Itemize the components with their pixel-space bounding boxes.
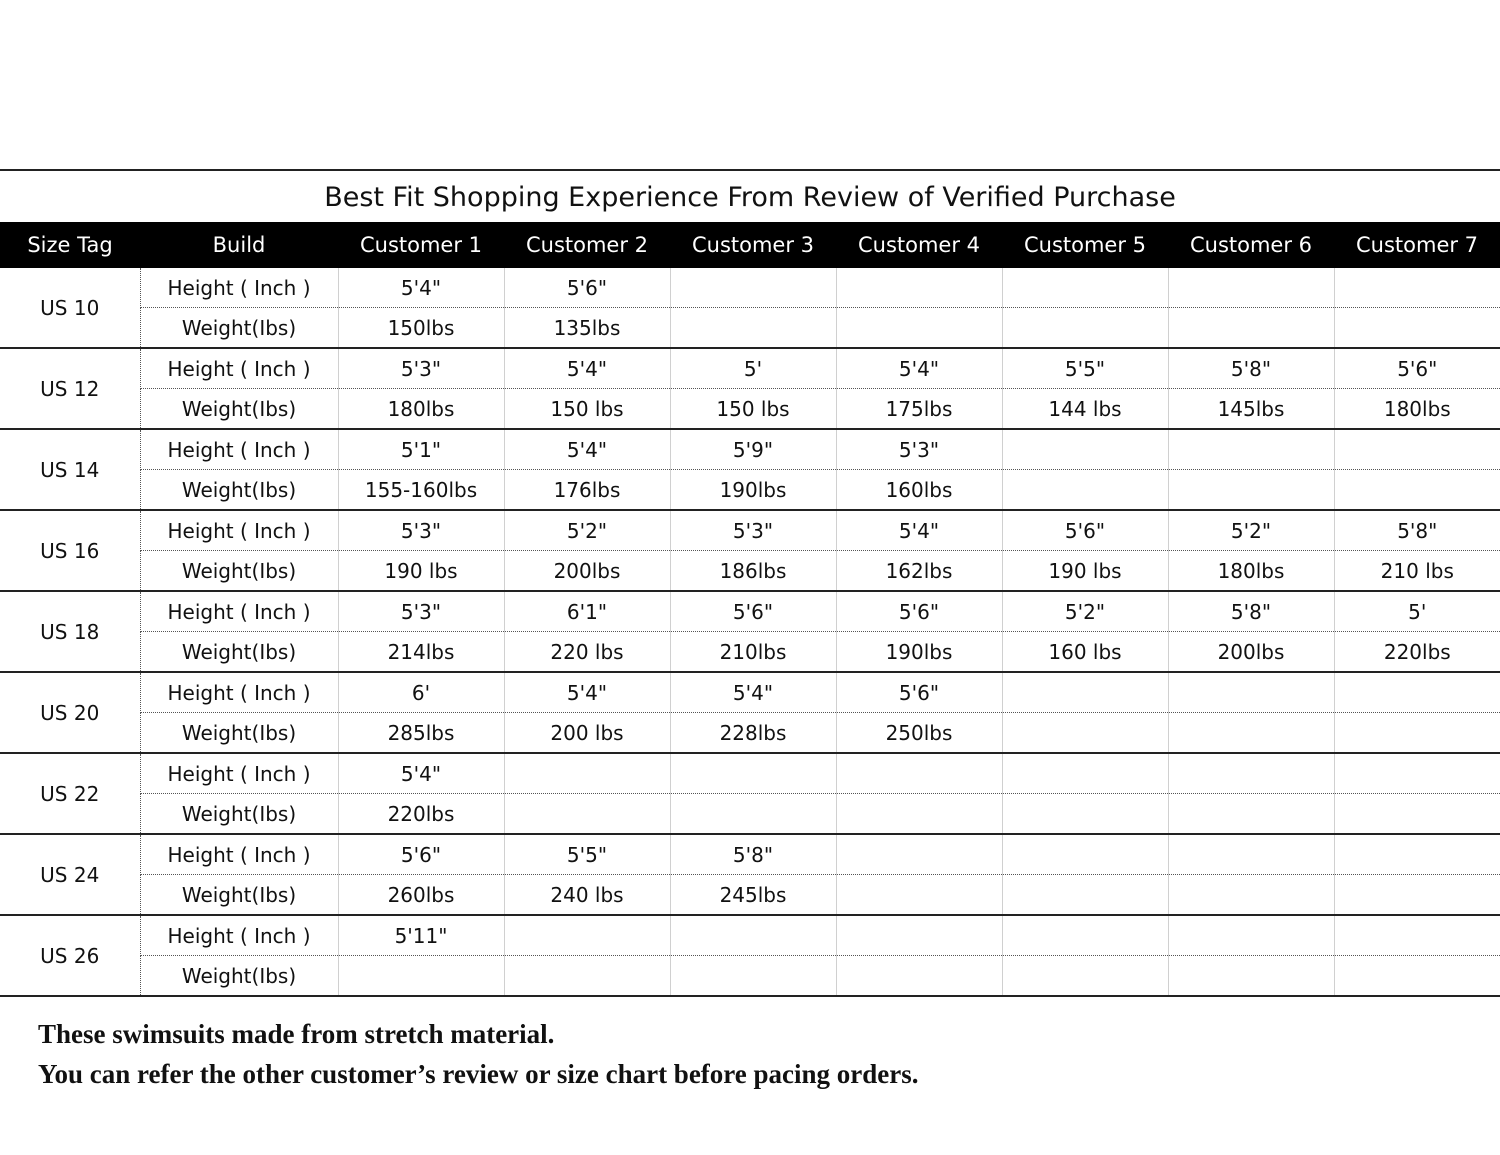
weight-value-cell: 144 lbs: [1002, 389, 1168, 430]
height-value-cell: 5'8": [1334, 510, 1500, 551]
height-value-cell: [836, 753, 1002, 794]
size-tag-cell: US 22: [0, 753, 140, 834]
table-row-height: [0, 510, 1500, 551]
weight-value-cell: [1002, 470, 1168, 511]
height-value-cell: [1002, 915, 1168, 956]
weight-value-cell: [836, 956, 1002, 997]
weight-value-cell: 180lbs: [1334, 389, 1500, 430]
height-value-cell: 5'2": [1168, 510, 1334, 551]
weight-value-cell: 228lbs: [670, 713, 836, 754]
size-tag-cell: US 16: [0, 510, 140, 591]
weight-value-cell: 200lbs: [1168, 632, 1334, 673]
height-value-cell: 5'4": [504, 348, 670, 389]
height-value-cell: [504, 915, 670, 956]
table-row-weight: [0, 794, 1500, 835]
height-value-cell: [1334, 672, 1500, 713]
weight-value-cell: 186lbs: [670, 551, 836, 592]
table-row-height: [0, 348, 1500, 389]
column-header: Size Tag: [0, 222, 140, 268]
weight-value-cell: 180lbs: [338, 389, 504, 430]
size-tag-cell: US 26: [0, 915, 140, 996]
weight-value-cell: [836, 794, 1002, 835]
weight-value-cell: 210 lbs: [1334, 551, 1500, 592]
table-body: [0, 268, 1500, 996]
table-row-weight: [0, 956, 1500, 997]
height-value-cell: [1334, 268, 1500, 308]
weight-value-cell: 220 lbs: [504, 632, 670, 673]
weight-value-cell: [670, 956, 836, 997]
height-value-cell: 5'8": [1168, 591, 1334, 632]
height-value-cell: 5'8": [670, 834, 836, 875]
weight-value-cell: 240 lbs: [504, 875, 670, 916]
size-tag-cell: US 24: [0, 834, 140, 915]
table-title-row: [0, 170, 1500, 222]
height-value-cell: [670, 268, 836, 308]
height-label-cell: Height ( Inch ): [140, 348, 338, 389]
height-value-cell: [1168, 429, 1334, 470]
height-label-cell: Height ( Inch ): [140, 915, 338, 956]
height-value-cell: [1168, 672, 1334, 713]
weight-label-cell: Weight(Ibs): [140, 551, 338, 592]
height-value-cell: [1334, 753, 1500, 794]
height-value-cell: [670, 915, 836, 956]
height-value-cell: 5'1": [338, 429, 504, 470]
column-header: Customer 2: [504, 222, 670, 268]
height-value-cell: 5'6": [836, 672, 1002, 713]
weight-value-cell: [1002, 794, 1168, 835]
weight-value-cell: 145lbs: [1168, 389, 1334, 430]
height-value-cell: [836, 915, 1002, 956]
column-header: Customer 3: [670, 222, 836, 268]
height-value-cell: [836, 834, 1002, 875]
column-header: Customer 5: [1002, 222, 1168, 268]
weight-value-cell: 210lbs: [670, 632, 836, 673]
height-value-cell: 5'5": [504, 834, 670, 875]
table-row-height: [0, 834, 1500, 875]
height-value-cell: 6'1": [504, 591, 670, 632]
weight-label-cell: Weight(Ibs): [140, 308, 338, 349]
weight-value-cell: [670, 308, 836, 349]
weight-value-cell: 245lbs: [670, 875, 836, 916]
notes: [38, 1014, 919, 1094]
weight-value-cell: 214lbs: [338, 632, 504, 673]
weight-value-cell: 160lbs: [836, 470, 1002, 511]
height-value-cell: 5'4": [836, 348, 1002, 389]
height-value-cell: 5'6": [1334, 348, 1500, 389]
height-value-cell: [1168, 268, 1334, 308]
weight-value-cell: 175lbs: [836, 389, 1002, 430]
weight-value-cell: [1334, 956, 1500, 997]
weight-value-cell: [1168, 956, 1334, 997]
height-label-cell: Height ( Inch ): [140, 510, 338, 551]
size-chart-table-container: [0, 169, 1500, 997]
height-value-cell: 5'4": [338, 268, 504, 308]
weight-label-cell: Weight(Ibs): [140, 470, 338, 511]
table-row-weight: [0, 389, 1500, 430]
weight-value-cell: 160 lbs: [1002, 632, 1168, 673]
height-value-cell: 5'6": [504, 268, 670, 308]
weight-value-cell: [1168, 713, 1334, 754]
column-header: Build: [140, 222, 338, 268]
height-value-cell: 5'6": [836, 591, 1002, 632]
table-row-height: [0, 915, 1500, 956]
weight-label-cell: Weight(Ibs): [140, 875, 338, 916]
height-value-cell: [1002, 429, 1168, 470]
height-value-cell: 5'2": [504, 510, 670, 551]
height-value-cell: 5'3": [338, 591, 504, 632]
height-value-cell: 5'6": [338, 834, 504, 875]
weight-value-cell: 150 lbs: [670, 389, 836, 430]
height-value-cell: 5'3": [338, 510, 504, 551]
weight-value-cell: 285lbs: [338, 713, 504, 754]
weight-label-cell: Weight(Ibs): [140, 794, 338, 835]
weight-value-cell: [1168, 470, 1334, 511]
weight-label-cell: Weight(Ibs): [140, 632, 338, 673]
height-label-cell: Height ( Inch ): [140, 591, 338, 632]
height-value-cell: [1334, 834, 1500, 875]
weight-label-cell: Weight(Ibs): [140, 956, 338, 997]
table-row-height: [0, 591, 1500, 632]
height-value-cell: 5'4": [836, 510, 1002, 551]
weight-value-cell: [1334, 713, 1500, 754]
height-value-cell: [670, 753, 836, 794]
weight-value-cell: [1002, 308, 1168, 349]
height-value-cell: [1002, 753, 1168, 794]
height-label-cell: Height ( Inch ): [140, 753, 338, 794]
weight-value-cell: [504, 794, 670, 835]
height-value-cell: 5'5": [1002, 348, 1168, 389]
weight-value-cell: 150 lbs: [504, 389, 670, 430]
height-value-cell: 5'8": [1168, 348, 1334, 389]
height-label-cell: Height ( Inch ): [140, 429, 338, 470]
table-row-weight: [0, 713, 1500, 754]
size-tag-cell: US 18: [0, 591, 140, 672]
note-line-1: These swimsuits made from stretch material.: [38, 1019, 555, 1049]
weight-value-cell: 200lbs: [504, 551, 670, 592]
weight-value-cell: [1168, 308, 1334, 349]
height-value-cell: 5'4": [670, 672, 836, 713]
weight-value-cell: [1002, 956, 1168, 997]
height-value-cell: 5'3": [836, 429, 1002, 470]
weight-value-cell: [1334, 308, 1500, 349]
weight-value-cell: 200 lbs: [504, 713, 670, 754]
table-title: Best Fit Shopping Experience From Review of Verified Purchase: [0, 170, 1500, 222]
size-chart-table: [0, 169, 1500, 997]
weight-value-cell: 176lbs: [504, 470, 670, 511]
height-value-cell: [1334, 915, 1500, 956]
height-value-cell: 6': [338, 672, 504, 713]
weight-value-cell: 260lbs: [338, 875, 504, 916]
weight-value-cell: 135lbs: [504, 308, 670, 349]
size-tag-cell: US 10: [0, 268, 140, 348]
size-tag-cell: US 20: [0, 672, 140, 753]
height-label-cell: Height ( Inch ): [140, 672, 338, 713]
weight-value-cell: [1334, 875, 1500, 916]
weight-value-cell: 162lbs: [836, 551, 1002, 592]
height-value-cell: [1168, 915, 1334, 956]
table-row-weight: [0, 551, 1500, 592]
height-value-cell: 5'11": [338, 915, 504, 956]
table-row-weight: [0, 875, 1500, 916]
weight-value-cell: [504, 956, 670, 997]
weight-value-cell: 180lbs: [1168, 551, 1334, 592]
height-label-cell: Height ( Inch ): [140, 834, 338, 875]
note-line-2: You can refer the other customer’s review or size chart before pacing orders.: [38, 1059, 919, 1089]
height-value-cell: 5'4": [504, 429, 670, 470]
table-row-height: [0, 429, 1500, 470]
height-value-cell: [836, 268, 1002, 308]
weight-value-cell: [1334, 794, 1500, 835]
weight-value-cell: [1168, 794, 1334, 835]
weight-value-cell: 155-160lbs: [338, 470, 504, 511]
weight-value-cell: [1334, 470, 1500, 511]
height-label-cell: Height ( Inch ): [140, 268, 338, 308]
height-value-cell: [1002, 834, 1168, 875]
height-value-cell: 5'9": [670, 429, 836, 470]
height-value-cell: 5'2": [1002, 591, 1168, 632]
weight-value-cell: 190 lbs: [338, 551, 504, 592]
weight-value-cell: 220lbs: [1334, 632, 1500, 673]
column-header: Customer 4: [836, 222, 1002, 268]
weight-value-cell: [1002, 713, 1168, 754]
height-value-cell: [1334, 429, 1500, 470]
height-value-cell: 5': [670, 348, 836, 389]
size-tag-cell: US 12: [0, 348, 140, 429]
weight-value-cell: 250lbs: [836, 713, 1002, 754]
height-value-cell: [1168, 753, 1334, 794]
weight-value-cell: 220lbs: [338, 794, 504, 835]
height-value-cell: [1002, 672, 1168, 713]
weight-value-cell: [836, 875, 1002, 916]
height-value-cell: 5'3": [670, 510, 836, 551]
height-value-cell: [504, 753, 670, 794]
weight-value-cell: [836, 308, 1002, 349]
weight-value-cell: [1168, 875, 1334, 916]
weight-value-cell: 150lbs: [338, 308, 504, 349]
size-tag-cell: US 14: [0, 429, 140, 510]
table-row-height: [0, 268, 1500, 308]
weight-value-cell: 190lbs: [836, 632, 1002, 673]
height-value-cell: [1168, 834, 1334, 875]
weight-value-cell: [1002, 875, 1168, 916]
height-value-cell: 5'4": [338, 753, 504, 794]
column-header: Customer 7: [1334, 222, 1500, 268]
table-row-weight: [0, 308, 1500, 349]
weight-value-cell: [338, 956, 504, 997]
height-value-cell: 5'6": [670, 591, 836, 632]
weight-value-cell: 190lbs: [670, 470, 836, 511]
weight-value-cell: [670, 794, 836, 835]
table-row-height: [0, 672, 1500, 713]
height-value-cell: 5'6": [1002, 510, 1168, 551]
weight-label-cell: Weight(Ibs): [140, 389, 338, 430]
column-header: Customer 1: [338, 222, 504, 268]
weight-value-cell: 190 lbs: [1002, 551, 1168, 592]
table-row-weight: [0, 632, 1500, 673]
table-header-row: [0, 222, 1500, 268]
weight-label-cell: Weight(Ibs): [140, 713, 338, 754]
table-row-weight: [0, 470, 1500, 511]
height-value-cell: 5': [1334, 591, 1500, 632]
column-header: Customer 6: [1168, 222, 1334, 268]
height-value-cell: [1002, 268, 1168, 308]
height-value-cell: 5'4": [504, 672, 670, 713]
table-row-height: [0, 753, 1500, 794]
height-value-cell: 5'3": [338, 348, 504, 389]
